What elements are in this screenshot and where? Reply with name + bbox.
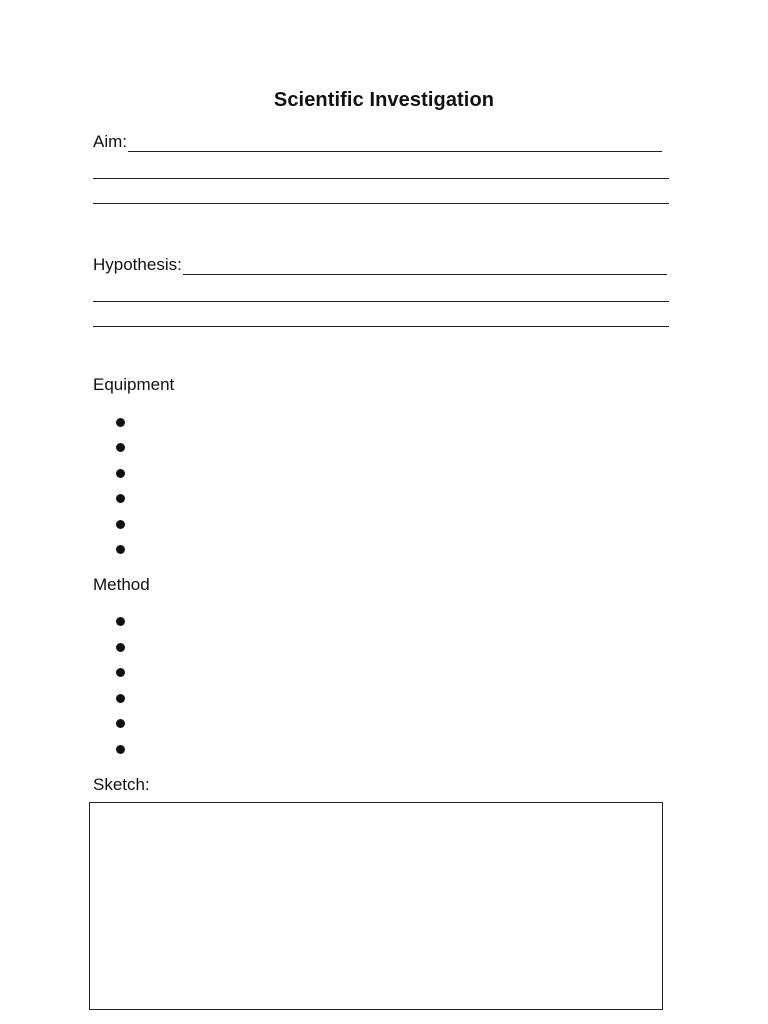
- aim-answer-line-3[interactable]: [93, 203, 669, 204]
- method-bullet[interactable]: [116, 694, 125, 703]
- equipment-heading: Equipment: [93, 375, 175, 394]
- sketch-box[interactable]: [89, 802, 663, 1010]
- method-bullet[interactable]: [116, 617, 125, 626]
- equipment-bullet[interactable]: [116, 494, 125, 503]
- aim-label: Aim:: [93, 132, 127, 151]
- equipment-bullet[interactable]: [116, 418, 125, 427]
- equipment-bullet[interactable]: [116, 520, 125, 529]
- hypothesis-answer-line[interactable]: [183, 257, 667, 275]
- equipment-bullet[interactable]: [116, 545, 125, 554]
- equipment-bullet[interactable]: [116, 469, 125, 478]
- method-bullet[interactable]: [116, 745, 125, 754]
- equipment-bullet[interactable]: [116, 443, 125, 452]
- page-title: Scientific Investigation: [273, 89, 495, 111]
- hypothesis-label: Hypothesis:: [93, 255, 182, 274]
- hypothesis-answer-line-3[interactable]: [93, 326, 669, 327]
- aim-row: [93, 130, 662, 152]
- hypothesis-answer-line-2[interactable]: [93, 301, 669, 302]
- hypothesis-row: [93, 253, 667, 275]
- aim-answer-line[interactable]: [128, 134, 662, 152]
- method-bullet[interactable]: [116, 719, 125, 728]
- method-heading: Method: [93, 575, 150, 594]
- sketch-label: Sketch:: [93, 775, 150, 794]
- method-bullet[interactable]: [116, 668, 125, 677]
- aim-answer-line-2[interactable]: [93, 178, 669, 179]
- method-bullet[interactable]: [116, 643, 125, 652]
